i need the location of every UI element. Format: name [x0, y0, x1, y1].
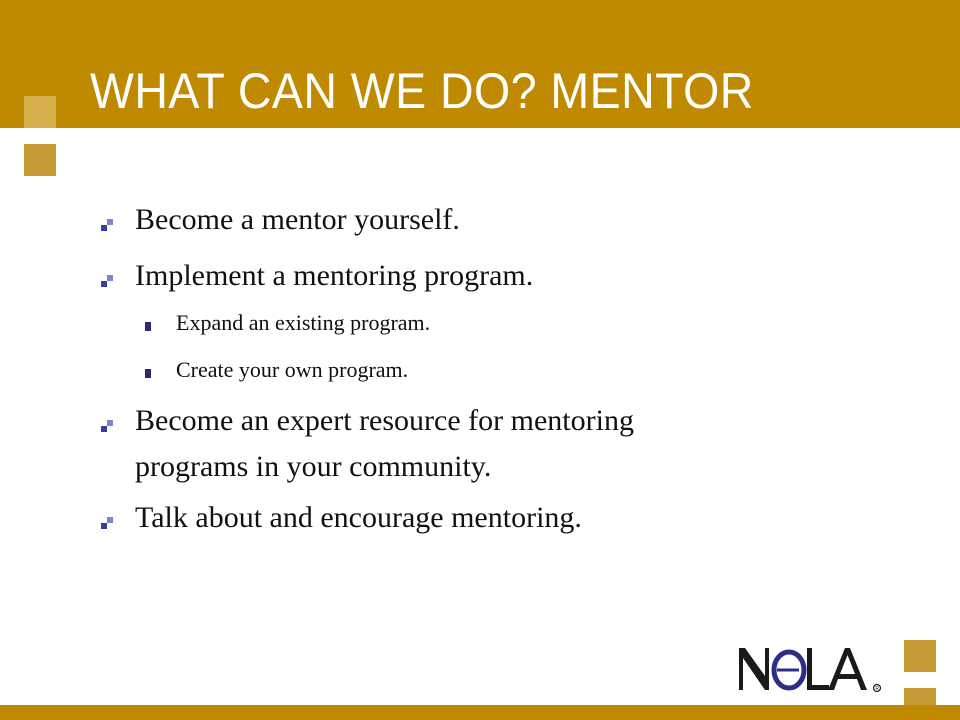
decor-square-bottom — [24, 144, 56, 176]
bullet-item: Become a mentor yourself. — [135, 203, 460, 236]
bullet-marker-icon — [101, 219, 113, 231]
sub-bullet-marker-icon — [145, 369, 151, 378]
bullet-marker-icon — [101, 275, 113, 287]
bullet-item: Implement a mentoring program. — [135, 259, 534, 292]
decor-square-bottom-right — [904, 640, 936, 672]
bullet-item: Become an expert resource for mentoring — [135, 404, 634, 437]
footer-bar — [0, 705, 960, 720]
bullet-marker-icon — [101, 420, 113, 432]
svg-text:R: R — [875, 686, 880, 692]
decor-square-top — [24, 96, 56, 128]
bullet-marker-icon — [101, 517, 113, 529]
sub-bullet-marker-icon — [145, 322, 151, 331]
sub-bullet-item: Create your own program. — [176, 357, 409, 382]
bullet-item-continuation: programs in your community. — [135, 450, 492, 483]
nola-logo — [737, 644, 887, 694]
bullet-item: Talk about and encourage mentoring. — [135, 501, 582, 534]
sub-bullet-item: Expand an existing program. — [176, 310, 431, 335]
slide-title: WHAT CAN WE DO? MENTOR — [90, 63, 754, 119]
